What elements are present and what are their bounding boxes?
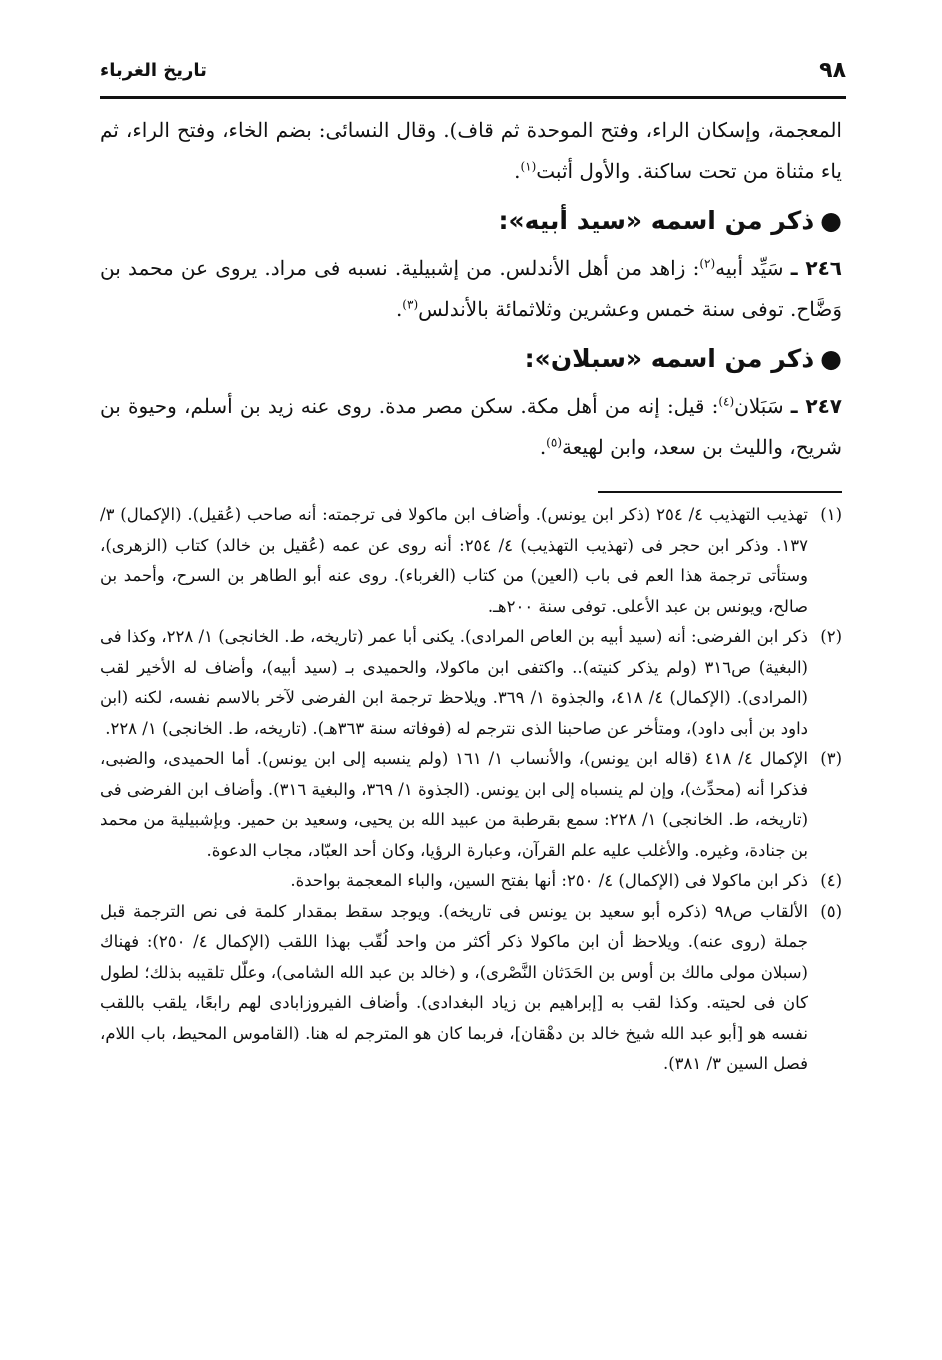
header-rule bbox=[100, 96, 846, 99]
section-heading: ●ذكر من اسمه «سيد أبيه»: bbox=[100, 198, 842, 244]
footnote-mark: (٥) bbox=[820, 901, 842, 921]
entry-246: ٢٤٦ ـ سَيِّد أبيه$^{(٢)}$: زاهد من أهل الأندلس. من إشبيلية. نسبه فى مراد. يروى عن محمد بن وَضَّاح. توفى سنة خمس وعشرين وثلاثمائة بالأندلس$^{(٣)}$. bbox=[100, 256, 842, 321]
entry-text: : قيل: إنه من أهل مكة. سكن مصر مدة. روى عنه زيد بن أسلم، وحيوة بن شريح، والليث بن سعد، وابن لهيعة bbox=[100, 394, 842, 459]
footnote-text: تهذيب التهذيب ٤/ ٢٥٤ (ذكر ابن يونس). وأضاف ابن ماكولا فى ترجمته: أنه صاحب (عُقيل). (الإكمال) ٣/ ١٣٧. وذكر ابن حجر فى (تهذيب التهذيب) ٤/ ٢٥٤: أنه روى عن عمه (عُقيل بن خالد) كتاب (الزهرى)، وستأتى ترجمة هذا العم فى باب (العين) من كتاب (الغرباء). روى عنه أبو الطاهر بن السرح، وأحمد بن صالح، ويونس بن عبد الأعلى. توفى سنة ٢٠٠هـ. bbox=[100, 505, 808, 616]
footnote bbox=[100, 500, 842, 622]
page-header bbox=[100, 58, 846, 94]
footnote bbox=[100, 622, 842, 744]
entry-247: ٢٤٧ ـ سَبَلان$^{(٤)}$: قيل: إنه من أهل مكة. سكن مصر مدة. روى عنه زيد بن أسلم، وحيوة بن شريح، والليث بن سعد، وابن لهيعة$^{(٥)}$. bbox=[100, 394, 842, 459]
entry-number: ٢٤٧ ـ bbox=[790, 394, 842, 418]
footnote-ref[interactable]: (٤) bbox=[718, 394, 735, 409]
footnote-mark: (٣) bbox=[820, 749, 842, 768]
entry-name: سَيِّد أبيه bbox=[715, 256, 784, 280]
footnote-text: الألقاب ص٩٨ (ذكره أبو سعيد بن يونس فى تاريخه). ويوجد سقط بمقدار كلمة فى نص الترجمة قبل جملة (روى عنه). ويلاحظ أن ابن ماكولا ذكر أكثر من واحد لُقّب بهذا اللقب (الإكمال ٤/ ٢٥٠): فهناك (سبلان مولى مالك بن أوس بن الحَدَثان النَّصْرى)، و (خالد بن عبد الله الشامى)، وعلّل تلقيبه بذلك؛ لطول كان فى لحيته. وكذا لقب به [إبراهيم بن زياد البغدادى). وأضاف الفيروزابادى لهم رابعًا، يلقب باللقب نفسه هو [أبو عبد الله شيخ خالد بن دهْقان]، فربما كان هو المترجم له هنا. (القاموس المحيط، باب اللام، فصل السين ٣/ ٣٨١). bbox=[100, 901, 808, 1073]
footnote-text: ذكر ابن ماكولا فى (الإكمال) ٤/ ٢٥٠: أنها بفتح السين، والباء المعجمة بواحدة. bbox=[290, 871, 808, 890]
footnote-ref[interactable]: (١) bbox=[520, 159, 537, 174]
footnote bbox=[100, 866, 842, 897]
footnote-separator bbox=[598, 491, 842, 493]
section-heading: ●ذكر من اسمه «سبلان»: bbox=[100, 336, 842, 382]
footnote-text: الإكمال ٤/ ٤١٨ (قاله ابن يونس)، والأنساب ١/ ١٦١ (ولم ينسبه إلى ابن يونس). أما الحميدى، والضبى، فذكرا أنه (محدِّث)، وإن لم ينسباه إلى ابن يونس. (الجذوة ١/ ٣٦٩، والبغية ٣١٦). وأضاف ابن الفرضى فى (تاريخه، ط. الخانجى) ١/ ٢٢٨: سمع بقرطبة من عبيد الله بن يحيى، وسعيد بن حمير. وبإشبيلية من محمد بن جنادة، وغيره. والأغلب عليه علم القرآن، وعبارة الرؤيا، وكان أحد العبّاد، مجاب الدعوة. bbox=[100, 749, 809, 860]
footnotes bbox=[100, 500, 842, 1080]
bullet-icon: ● bbox=[820, 206, 842, 235]
footnote bbox=[100, 744, 842, 866]
footnote bbox=[100, 897, 842, 1080]
bullet-icon: ● bbox=[820, 344, 842, 373]
entry-number: ٢٤٦ ـ bbox=[790, 256, 842, 280]
entry-text: : زاهد من أهل الأندلس. من إشبيلية. نسبه فى مراد. يروى عن محمد بن وَضَّاح. توفى سنة خمس وعشرين وثلاثمائة بالأندلس bbox=[100, 256, 842, 321]
footnote-ref[interactable]: (٢) bbox=[699, 256, 716, 271]
main-text bbox=[100, 110, 842, 468]
entry-name: سَبَلان bbox=[734, 394, 784, 418]
footnote-text: ذكر ابن الفرضى: أنه (سيد أبيه بن العاص المرادى). يكنى أبا عمر (تاريخه، ط. الخانجى) ١/ ٢٢٨، وكذا فى (البغية) ص٣١٦ (ولم يذكر كنيته).. واكتفى ابن ماكولا، والحميدى بـ (سيد أبيه)، وأضاف له الأخير لقب (المرادى). (الإكمال) ٤/ ٤١٨، والجذوة ١/ ٣٦٩. ويلاحظ ترجمة ابن الفرضى لآخر بالاسم نفسه، لكنه (ابن داود بن أبى داود)، ومتأخر عن صاحبنا الذى نترجم له (فوفاته سنة ٣٦٣هـ). (تاريخه، ط. الخانجى) ١/ ٢٢٨. bbox=[100, 627, 808, 738]
intro-paragraph: المعجمة، وإسكان الراء، وفتح الموحدة ثم قاف). وقال النسائى: بضم الخاء، وفتح الراء، ثم ياء مثناة من تحت ساكنة. والأول أثبت$^{(١)}$. bbox=[100, 118, 842, 183]
intro-text: المعجمة، وإسكان الراء، وفتح الموحدة ثم قاف). وقال النسائى: بضم الخاء، وفتح الراء، ثم ياء مثناة من تحت ساكنة. والأول أثبت bbox=[100, 118, 842, 183]
running-title: تاريخ الغرباء bbox=[100, 60, 207, 81]
footnote-mark: (٢) bbox=[820, 627, 842, 646]
footnote-ref[interactable]: (٣) bbox=[402, 297, 419, 312]
footnote-mark: (١) bbox=[820, 505, 842, 524]
footnote-mark: (٤) bbox=[820, 871, 842, 890]
page-number: ٩٨ bbox=[819, 58, 846, 83]
footnote-ref[interactable]: (٥) bbox=[546, 435, 562, 450]
